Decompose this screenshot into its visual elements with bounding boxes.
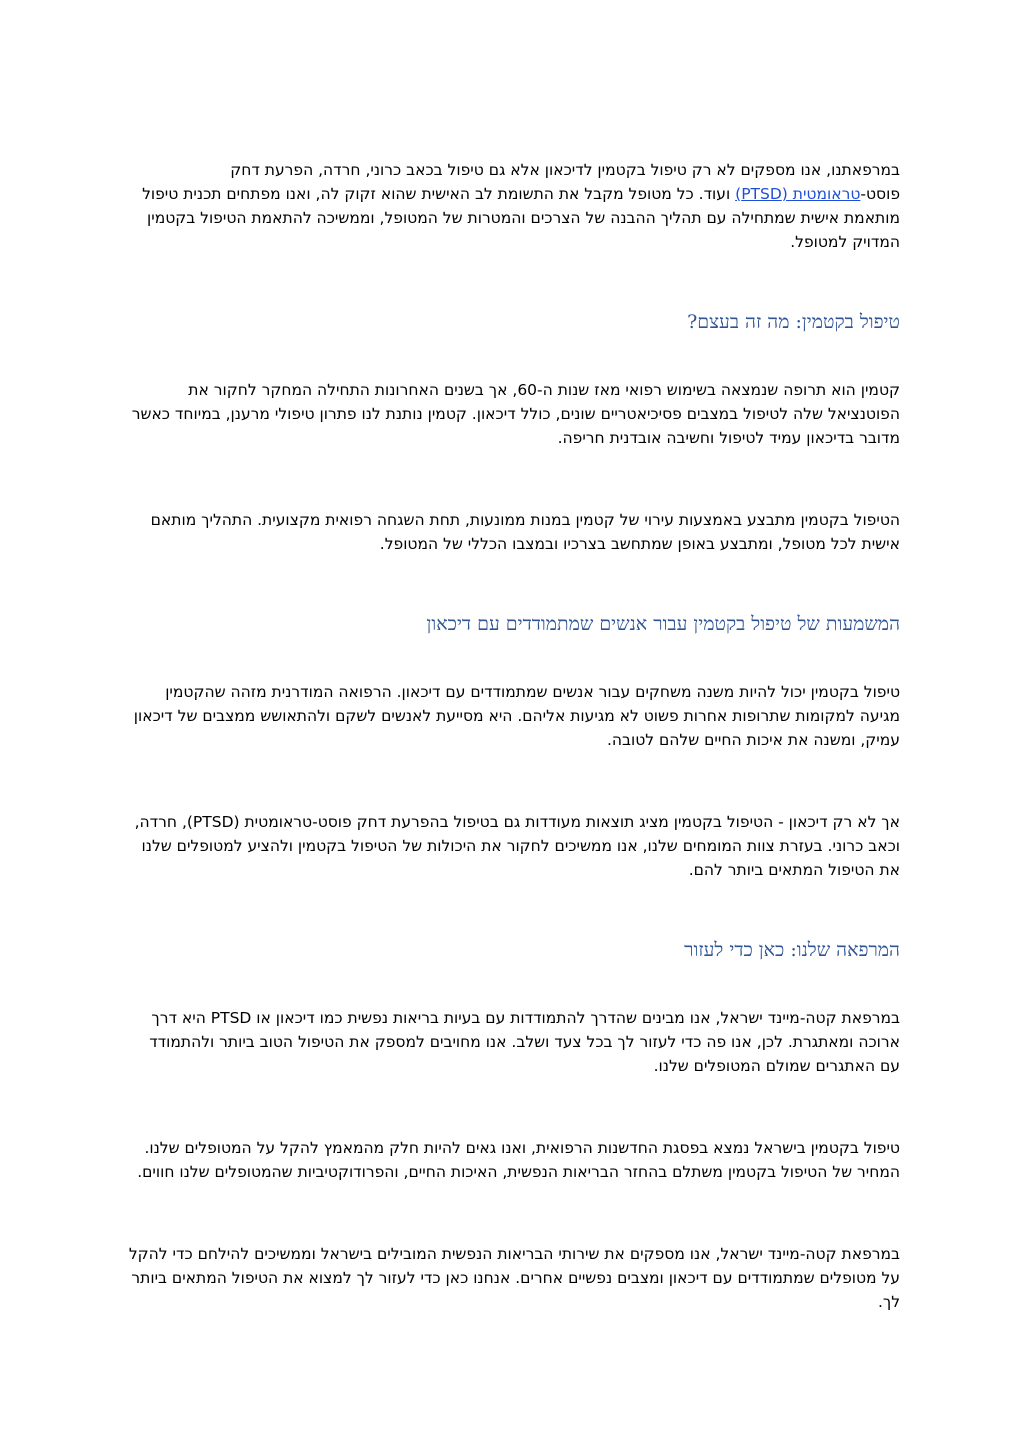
section1-paragraph-2: הטיפול בקטמין מתבצע באמצעות עירוי של קטמין במנות ממונעות, תחת השגחה רפואית מקצועית. התהליך מותאם אישית לכל מטופל, ומתבצע באופן שמתחשב בצרכיו ובמצבו הכללי של המטופל. <box>150 511 900 553</box>
section-heading-what-is-ketamine: טיפול בקטמין: מה זה בעצם? <box>687 311 900 333</box>
section2-paragraph-2: אך לא רק דיכאון - הטיפול בקטמין מציג תוצאות מעודדות גם בטיפול בהפרעת דחק פוסט-טראומטית (PTSD), חרדה, וכאב כרוני. בעזרת צוות המומחים שלנו, אנו ממשיכים לחקור את היכולות של הטיפול בקטמין ולהציע למטופלים שלנו את הטיפול המתאים ביותר להם. <box>134 813 900 879</box>
section3-paragraph-2: טיפול בקטמין בישראל נמצא בפסגת החדשנות הרפואית, ואנו גאים להיות חלק מהמאמץ להקל על המטופלים שלנו. המחיר של הטיפול בקטמין משתלם בהחזר הבריאות הנפשית, האיכות החיים, והפרודוקטיביות שהמטופלים שלנו חווים. <box>137 1139 900 1181</box>
section3-paragraph-1: במרפאת קטה-מיינד ישראל, אנו מבינים שהדרך להתמודדות עם בעיות בריאות נפשית כמו דיכאון או PTSD היא דרך ארוכה ומאתגרת. לכן, אנו פה כדי לעזור לך בכל צעד ושלב. אנו מחויבים למספק את הטיפול הטוב ביותר ולהתמודד עם האתגרים שמולם המטופלים שלנו. <box>149 1009 900 1075</box>
section-heading-meaning-for-depression: המשמעות של טיפול בקטמין עבור אנשים שמתמודדים עם דיכאון <box>426 613 900 635</box>
ptsd-link[interactable]: טראומטית (PTSD) <box>735 185 861 203</box>
intro-text-start: במרפאתנו, אנו מספקים לא רק טיפול בקטמין לדיכאון אלא גם טיפול בכאב כרוני, חרדה, הפרעת דחק פוסט- <box>230 161 900 203</box>
section2-paragraph-1: טיפול בקטמין יכול להיות משנה משחקים עבור אנשים שמתמודדים עם דיכאון. הרפואה המודרנית מזהה שהקטמין מגיעה למקומות שתרופות אחרות פשוט לא מגיעות אליהם. היא מסייעת לאנשים לשקם ולהתאושש ממצבים של דיכאון עמיק, ומשנה את איכות החיים שלהם לטובה. <box>133 683 900 749</box>
intro-paragraph <box>128 158 900 254</box>
section-heading-our-clinic: המרפאה שלנו: כאן כדי לעזור <box>684 939 900 961</box>
section1-paragraph-1: קטמין הוא תרופה שנמצאה בשימוש רפואי מאז שנות ה-60, אך בשנים האחרונות התחילה המחקר לחקור את הפוטנציאל שלה לטיפול במצבים פסיכיאטריים שונים, כולל דיכאון. קטמין נותנת לנו פתרון טיפולי מרענן, במיוחד כאשר מדובר בדיכאון עמיד לטיפול וחשיבה אובדנית חריפה. <box>131 381 900 447</box>
intro-text-end: ועוד. כל מטופל מקבל את התשומת לב האישית שהוא זקוק לה, ואנו מפתחים תכנית טיפול מותאמת אישית שמתחילה עם תהליך ההבנה של הצרכים והמטרות של המטופל, וממשיכה להתאמת הטיפול בקטמין המדויק למטופל. <box>142 185 900 251</box>
document-page <box>128 158 900 1314</box>
section3-paragraph-3: במרפאת קטה-מיינד ישראל, אנו מספקים את שירותי הבריאות הנפשית המובילים בישראל וממשיכים להילחם כדי להקל על מטופלים שמתמודדים עם דיכאון ומצבים נפשיים אחרים. אנחנו כאן כדי לעזור לך למצוא את הטיפול המתאים ביותר לך. <box>128 1245 900 1311</box>
